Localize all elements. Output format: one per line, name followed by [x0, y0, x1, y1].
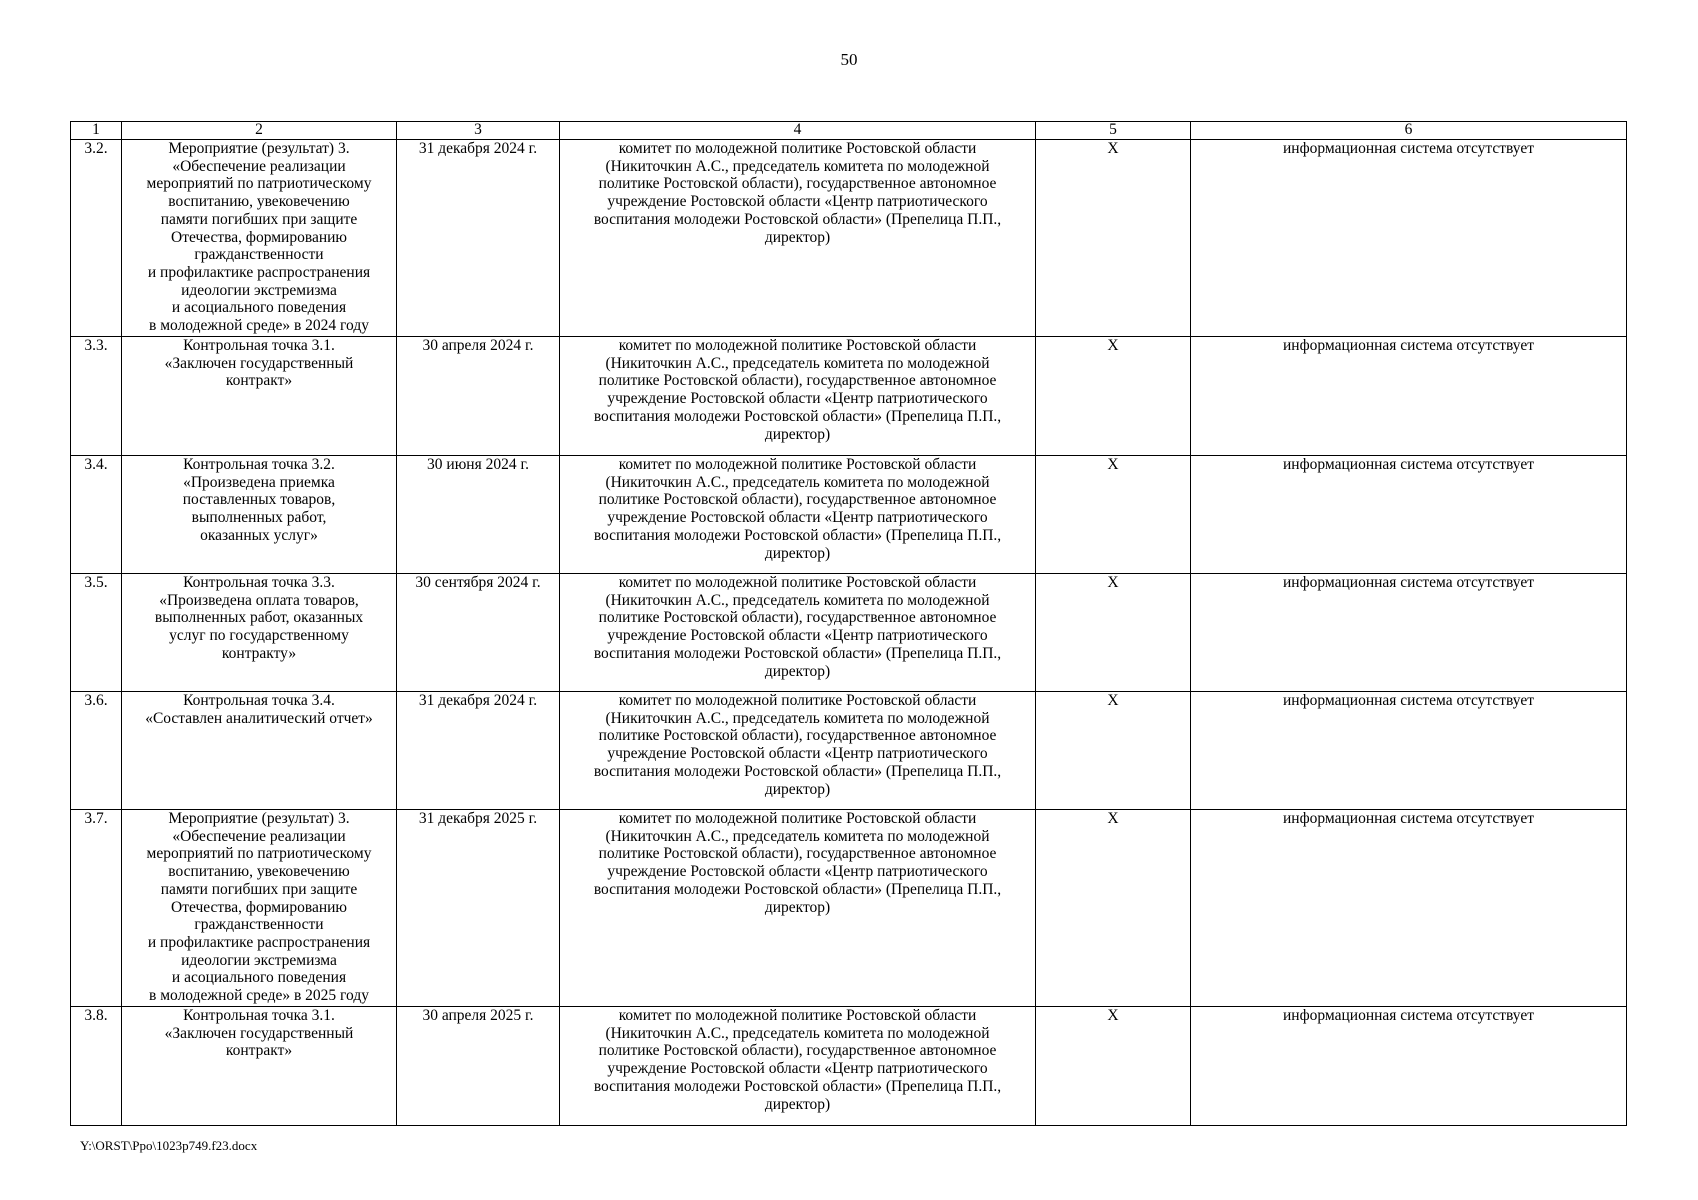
- column-5-value: X: [1036, 574, 1191, 692]
- responsible-executor: комитет по молодежной политике Ростовской области (Никиточкин А.С., председатель комитета по молодежной политике Ростовской области), государственное автономное учреждение Ростовской области «Центр патриотического воспитания молодежи Ростовской области» (Препелица П.П., директор): [560, 140, 1036, 337]
- deadline-date: 30 апреля 2024 г.: [397, 337, 560, 456]
- table-row: [71, 574, 1627, 692]
- event-name: Контрольная точка 3.1. «Заключен государственный контракт»: [122, 337, 397, 456]
- deadline-date: 30 апреля 2025 г.: [397, 1007, 560, 1126]
- table-row: [71, 337, 1627, 456]
- file-path-footer: Y:\ORST\Ppo\1023p749.f23.docx: [80, 1138, 258, 1153]
- table-row: [71, 1007, 1627, 1126]
- event-name: Мероприятие (результат) 3. «Обеспечение реализации мероприятий по патриотическому воспитанию, увековечению памяти погибших при защите Отечества, формированию гражданственности и профилактике распространения идеологии экстремизма и асоциального поведения в молодежной среде» в 2025 году: [122, 810, 397, 1007]
- event-name: Контрольная точка 3.4. «Составлен аналитический отчет»: [122, 692, 397, 810]
- deadline-date: 30 июня 2024 г.: [397, 456, 560, 574]
- information-system: информационная система отсутствует: [1191, 810, 1627, 1007]
- information-system: информационная система отсутствует: [1191, 337, 1627, 456]
- row-number: 3.8.: [71, 1007, 122, 1126]
- header-cell: 5: [1036, 122, 1191, 140]
- deadline-date: 31 декабря 2024 г.: [397, 140, 560, 337]
- responsible-executor: комитет по молодежной политике Ростовской области (Никиточкин А.С., председатель комитета по молодежной политике Ростовской области), государственное автономное учреждение Ростовской области «Центр патриотического воспитания молодежи Ростовской области» (Препелица П.П., директор): [560, 810, 1036, 1007]
- information-system: информационная система отсутствует: [1191, 1007, 1627, 1126]
- row-number: 3.2.: [71, 140, 122, 337]
- responsible-executor: комитет по молодежной политике Ростовской области (Никиточкин А.С., председатель комитета по молодежной политике Ростовской области), государственное автономное учреждение Ростовской области «Центр патриотического воспитания молодежи Ростовской области» (Препелица П.П., директор): [560, 574, 1036, 692]
- deadline-date: 31 декабря 2025 г.: [397, 810, 560, 1007]
- row-number: 3.4.: [71, 456, 122, 574]
- table-header-row: [71, 122, 1627, 140]
- information-system: информационная система отсутствует: [1191, 692, 1627, 810]
- column-5-value: X: [1036, 140, 1191, 337]
- deadline-date: 30 сентября 2024 г.: [397, 574, 560, 692]
- row-number: 3.7.: [71, 810, 122, 1007]
- header-cell: 4: [560, 122, 1036, 140]
- responsible-executor: комитет по молодежной политике Ростовской области (Никиточкин А.С., председатель комитета по молодежной политике Ростовской области), государственное автономное учреждение Ростовской области «Центр патриотического воспитания молодежи Ростовской области» (Препелица П.П., директор): [560, 692, 1036, 810]
- header-cell: 3: [397, 122, 560, 140]
- information-system: информационная система отсутствует: [1191, 574, 1627, 692]
- responsible-executor: комитет по молодежной политике Ростовской области (Никиточкин А.С., председатель комитета по молодежной политике Ростовской области), государственное автономное учреждение Ростовской области «Центр патриотического воспитания молодежи Ростовской области» (Препелица П.П., директор): [560, 456, 1036, 574]
- information-system: информационная система отсутствует: [1191, 140, 1627, 337]
- table-row: [71, 456, 1627, 574]
- event-name: Мероприятие (результат) 3. «Обеспечение реализации мероприятий по патриотическому воспитанию, увековечению памяти погибших при защите Отечества, формированию гражданственности и профилактике распространения идеологии экстремизма и асоциального поведения в молодежной среде» в 2024 году: [122, 140, 397, 337]
- table-row: [71, 140, 1627, 337]
- information-system: информационная система отсутствует: [1191, 456, 1627, 574]
- event-name: Контрольная точка 3.2. «Произведена приемка поставленных товаров, выполненных работ, оказанных услуг»: [122, 456, 397, 574]
- event-name: Контрольная точка 3.3. «Произведена оплата товаров, выполненных работ, оказанных услуг по государственному контракту»: [122, 574, 397, 692]
- table-row: [71, 810, 1627, 1007]
- row-number: 3.5.: [71, 574, 122, 692]
- header-cell: 2: [122, 122, 397, 140]
- column-5-value: X: [1036, 456, 1191, 574]
- header-cell: 1: [71, 122, 122, 140]
- row-number: 3.3.: [71, 337, 122, 456]
- data-table: [70, 121, 1627, 1126]
- responsible-executor: комитет по молодежной политике Ростовской области (Никиточкин А.С., председатель комитета по молодежной политике Ростовской области), государственное автономное учреждение Ростовской области «Центр патриотического воспитания молодежи Ростовской области» (Препелица П.П., директор): [560, 1007, 1036, 1126]
- event-name: Контрольная точка 3.1. «Заключен государственный контракт»: [122, 1007, 397, 1126]
- table-row: [71, 692, 1627, 810]
- header-cell: 6: [1191, 122, 1627, 140]
- column-5-value: X: [1036, 1007, 1191, 1126]
- deadline-date: 31 декабря 2024 г.: [397, 692, 560, 810]
- column-5-value: X: [1036, 692, 1191, 810]
- column-5-value: X: [1036, 810, 1191, 1007]
- column-5-value: X: [1036, 337, 1191, 456]
- row-number: 3.6.: [71, 692, 122, 810]
- responsible-executor: комитет по молодежной политике Ростовской области (Никиточкин А.С., председатель комитета по молодежной политике Ростовской области), государственное автономное учреждение Ростовской области «Центр патриотического воспитания молодежи Ростовской области» (Препелица П.П., директор): [560, 337, 1036, 456]
- page-number: 50: [840, 50, 858, 69]
